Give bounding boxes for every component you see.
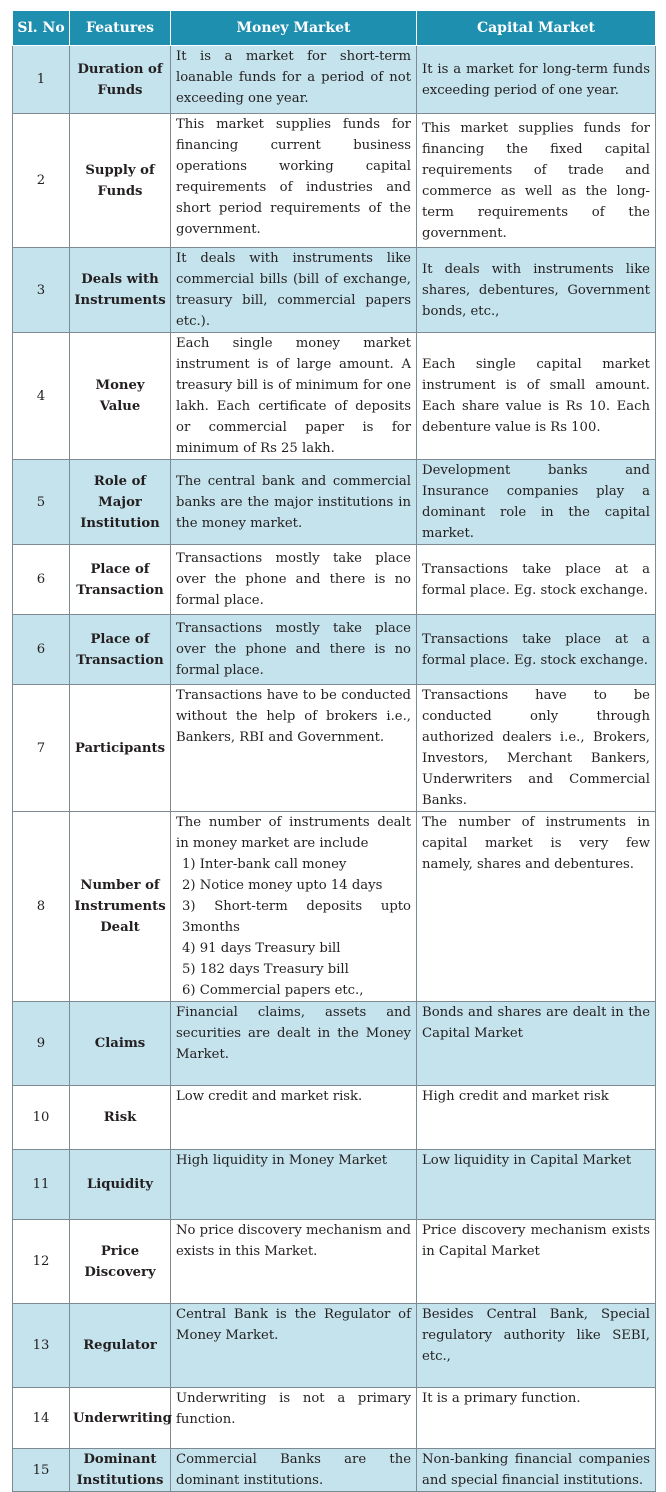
instruments-list bbox=[176, 854, 411, 1001]
capital-market-cell: It is a primary function. bbox=[417, 1388, 656, 1449]
table-row bbox=[13, 248, 656, 333]
money-market-cell: Financial claims, assets and securities are dealt in the Money Market. bbox=[171, 1002, 417, 1086]
row-number: 6 bbox=[13, 615, 70, 685]
row-number: 2 bbox=[13, 114, 70, 248]
capital-market-cell: Transactions take place at a formal place. Eg. stock exchange. bbox=[417, 615, 656, 685]
capital-market-cell: Each single capital market instrument is of small amount. Each share value is Rs 10. Each debenture value is Rs 100. bbox=[417, 333, 656, 460]
row-number: 3 bbox=[13, 248, 70, 333]
capital-market-cell: High credit and market risk bbox=[417, 1086, 656, 1150]
row-feature: Claims bbox=[70, 1002, 171, 1086]
table-row bbox=[13, 333, 656, 460]
list-item: 5) 182 days Treasury bill bbox=[182, 962, 349, 977]
row-number: 14 bbox=[13, 1388, 70, 1449]
money-market-cell: Transactions mostly take place over the phone and there is no formal place. bbox=[171, 615, 417, 685]
row-feature: Place of Transaction bbox=[70, 545, 171, 615]
money-market-cell: This market supplies funds for financing current business operations working capital requirements of industries and short period requirements of the government. bbox=[171, 114, 417, 248]
row-number: 7 bbox=[13, 685, 70, 812]
row-feature: Price Discovery bbox=[70, 1220, 171, 1304]
row-number: 8 bbox=[13, 812, 70, 1002]
table-row bbox=[13, 1304, 656, 1388]
row-feature: Liquidity bbox=[70, 1150, 171, 1220]
list-item: 2) Notice money upto 14 days bbox=[182, 878, 383, 893]
table-row bbox=[13, 1150, 656, 1220]
comparison-table bbox=[12, 10, 656, 1492]
list-item: 1) Inter-bank call money bbox=[182, 857, 347, 872]
money-market-cell: The central bank and commercial banks are the major institutions in the money market. bbox=[171, 460, 417, 545]
money-market-cell: It is a market for short-term loanable funds for a period of not exceeding one year. bbox=[171, 46, 417, 114]
table-row bbox=[13, 1086, 656, 1150]
capital-market-cell: Non-banking financial companies and special financial institutions. bbox=[417, 1449, 656, 1492]
table-row bbox=[13, 1388, 656, 1449]
row-number: 12 bbox=[13, 1220, 70, 1304]
row-number: 6 bbox=[13, 545, 70, 615]
row-number: 10 bbox=[13, 1086, 70, 1150]
row-number: 1 bbox=[13, 46, 70, 114]
row-feature: Deals with Instruments bbox=[70, 248, 171, 333]
capital-market-cell: The number of instruments in capital market is very few namely, shares and debentures. bbox=[417, 812, 656, 1002]
header-row bbox=[13, 11, 656, 46]
row-number: 13 bbox=[13, 1304, 70, 1388]
table-row bbox=[13, 812, 656, 1002]
row-feature: Risk bbox=[70, 1086, 171, 1150]
header-capital-market: Capital Market bbox=[417, 11, 656, 46]
table-row bbox=[13, 1220, 656, 1304]
list-item: 3) Short-term deposits upto 3months bbox=[182, 899, 411, 935]
money-market-cell: Transactions mostly take place over the phone and there is no formal place. bbox=[171, 545, 417, 615]
table-row bbox=[13, 1002, 656, 1086]
capital-market-cell: Price discovery mechanism exists in Capital Market bbox=[417, 1220, 656, 1304]
row-feature: Number of Instruments Dealt bbox=[70, 812, 171, 1002]
money-market-cell bbox=[171, 812, 417, 1002]
capital-market-cell: This market supplies funds for financing the fixed capital requirements of trade and commerce as well as the long-term requirements of the government. bbox=[417, 114, 656, 248]
capital-market-cell: Transactions take place at a formal place. Eg. stock exchange. bbox=[417, 545, 656, 615]
row-feature: Regulator bbox=[70, 1304, 171, 1388]
capital-market-cell: Transactions have to be conducted only through authorized dealers i.e., Brokers, Investors, Merchant Bankers, Underwriters and Commercial Banks. bbox=[417, 685, 656, 812]
capital-market-cell: Bonds and shares are dealt in the Capital Market bbox=[417, 1002, 656, 1086]
header-sl-no: Sl. No bbox=[13, 11, 70, 46]
list-item: 6) Commercial papers etc., bbox=[182, 983, 364, 998]
capital-market-cell: Low liquidity in Capital Market bbox=[417, 1150, 656, 1220]
header-features: Features bbox=[70, 11, 171, 46]
row-number: 11 bbox=[13, 1150, 70, 1220]
money-market-cell: High liquidity in Money Market bbox=[171, 1150, 417, 1220]
table-row bbox=[13, 460, 656, 545]
row-feature: Money Value bbox=[70, 333, 171, 460]
money-market-cell: Transactions have to be conducted without the help of brokers i.e., Bankers, RBI and Government. bbox=[171, 685, 417, 812]
row-number: 9 bbox=[13, 1002, 70, 1086]
row-feature: Role of Major Institution bbox=[70, 460, 171, 545]
instruments-intro: The number of instruments dealt in money market are include bbox=[176, 815, 411, 851]
row-feature: Place of Transaction bbox=[70, 615, 171, 685]
row-feature: Participants bbox=[70, 685, 171, 812]
money-market-cell: Commercial Banks are the dominant institutions. bbox=[171, 1449, 417, 1492]
table-row bbox=[13, 615, 656, 685]
table-row bbox=[13, 545, 656, 615]
money-market-cell: Each single money market instrument is of large amount. A treasury bill is of minimum for one lakh. Each certificate of deposits or commercial paper is for minimum of Rs 25 lakh. bbox=[171, 333, 417, 460]
row-feature: Underwriting bbox=[70, 1388, 171, 1449]
capital-market-cell: It deals with instruments like shares, debentures, Government bonds, etc., bbox=[417, 248, 656, 333]
header-money-market: Money Market bbox=[171, 11, 417, 46]
row-number: 4 bbox=[13, 333, 70, 460]
money-market-cell: Underwriting is not a primary function. bbox=[171, 1388, 417, 1449]
capital-market-cell: Development banks and Insurance companies play a dominant role in the capital market. bbox=[417, 460, 656, 545]
money-market-cell: Central Bank is the Regulator of Money Market. bbox=[171, 1304, 417, 1388]
row-feature: Supply of Funds bbox=[70, 114, 171, 248]
capital-market-cell: Besides Central Bank, Special regulatory authority like SEBI, etc., bbox=[417, 1304, 656, 1388]
money-market-cell: Low credit and market risk. bbox=[171, 1086, 417, 1150]
table-row bbox=[13, 114, 656, 248]
table-row bbox=[13, 1449, 656, 1492]
money-market-cell: No price discovery mechanism and exists in this Market. bbox=[171, 1220, 417, 1304]
row-feature: Duration of Funds bbox=[70, 46, 171, 114]
table-row bbox=[13, 46, 656, 114]
capital-market-cell: It is a market for long-term funds exceeding period of one year. bbox=[417, 46, 656, 114]
table-row bbox=[13, 685, 656, 812]
money-market-cell: It deals with instruments like commercial bills (bill of exchange, treasury bill, commercial papers etc.). bbox=[171, 248, 417, 333]
row-number: 5 bbox=[13, 460, 70, 545]
row-number: 15 bbox=[13, 1449, 70, 1492]
row-feature: Dominant Institutions bbox=[70, 1449, 171, 1492]
list-item: 4) 91 days Treasury bill bbox=[182, 941, 341, 956]
